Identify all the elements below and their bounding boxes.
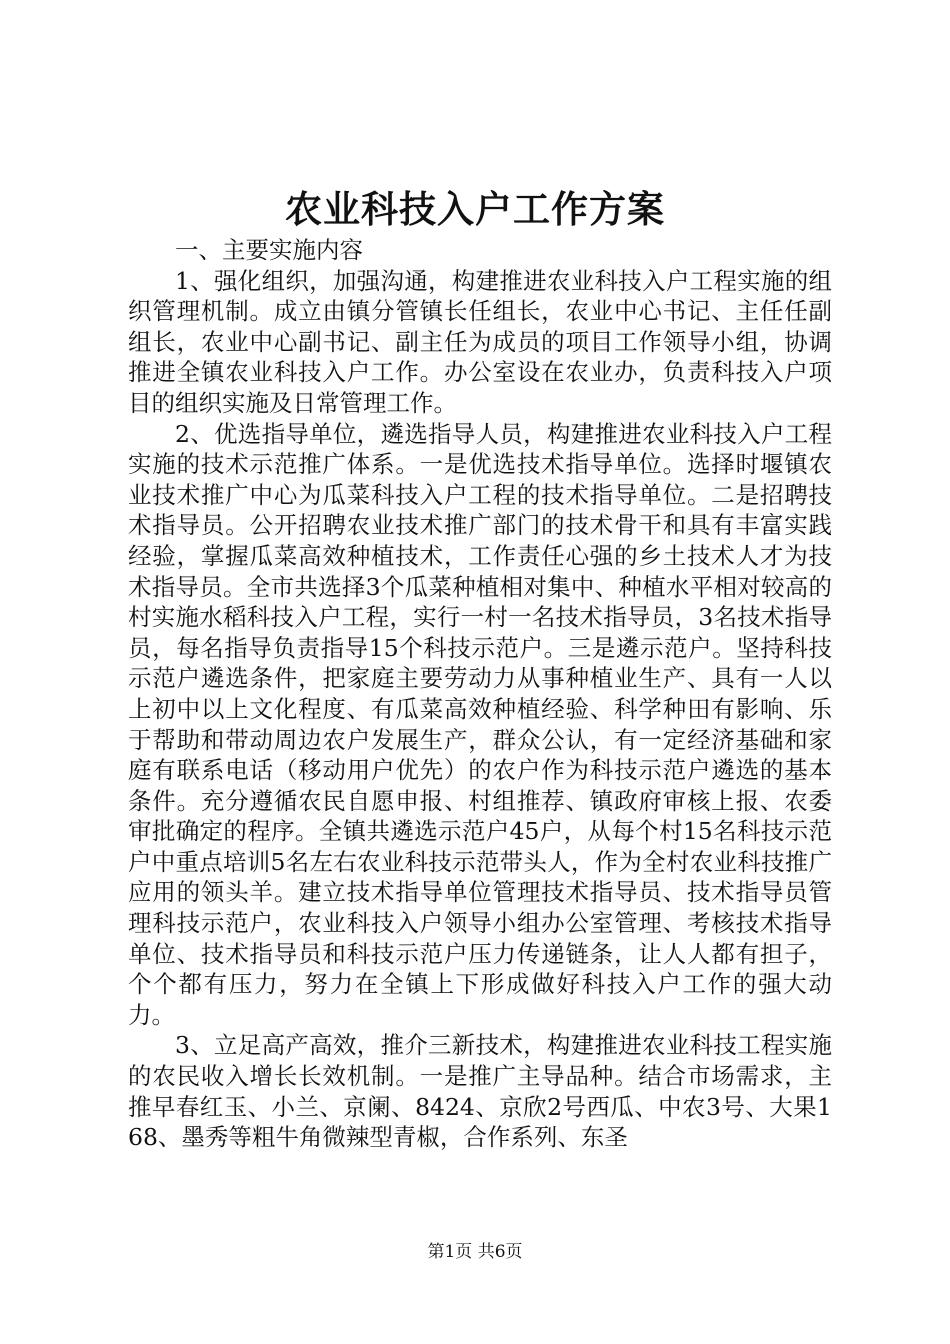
paragraph-3: 3、立足高产高效，推介三新技术，构建推进农业科技工程实施的农民收入增长长效机制。一是推广主导品种。结合市场需求，主推早春红玉、小兰、京阑、8424、京欣2号西瓜、中农3号、大果168、墨秀等粗牛角微辣型青椒，合作系列、东圣	[128, 1031, 832, 1152]
document-body	[128, 235, 832, 1153]
document-title: 农业科技入户工作方案	[285, 187, 665, 231]
paragraph-1: 1、强化组织，加强沟通，构建推进农业科技入户工程实施的组织管理机制。成立由镇分管镇长任组长，农业中心书记、主任任副组长，农业中心副书记、副主任为成员的项目工作领导小组，协调推进全镇农业科技入户工作。办公室设在农业办，负责科技入户项目的组织实施及日常管理工作。	[128, 266, 832, 417]
page-footer: 第1页 共6页	[427, 1242, 523, 1262]
section-heading: 一、主要实施内容	[175, 236, 363, 264]
paragraph-2: 2、优选指导单位，遴选指导人员，构建推进农业科技入户工程实施的技术示范推广体系。一是优选技术指导单位。选择时堰镇农业技术推广中心为瓜菜科技入户工程的技术指导单位。二是招聘技术指导员。公开招聘农业技术推广部门的技术骨干和具有丰富实践经验，掌握瓜菜高效种植技术，工作责任心强的乡土技术人才为技术指导员。全市共选择3个瓜菜种植相对集中、种植水平相对较高的村实施水稻科技入户工程，实行一村一名技术指导员，3名技术指导员，每名指导负责指导15个科技示范户。三是遴示范户。坚持科技示范户遴选条件，把家庭主要劳动力从事种植业生产、具有一人以上初中以上文化程度、有瓜菜高效种植经验、科学种田有影响、乐于帮助和带动周边农户发展生产，群众公认，有一定经济基础和家庭有联系电话（移动用户优先）的农户作为科技示范户遴选的基本条件。充分遵循农民自愿申报、村组推荐、镇政府审核上报、农委审批确定的程序。全镇共遴选示范户45户，从每个村15名科技示范户中重点培训5名左右农业科技示范带头人，作为全村农业科技推广应用的领头羊。建立技术指导单位管理技术指导员、技术指导员管理科技示范户，农业科技入户领导小组办公室管理、考核技术指导单位、技术指导员和科技示范户压力传递链条，让人人都有担子，个个都有压力，努力在全镇上下形成做好科技入户工作的强大动力。	[128, 419, 832, 1029]
